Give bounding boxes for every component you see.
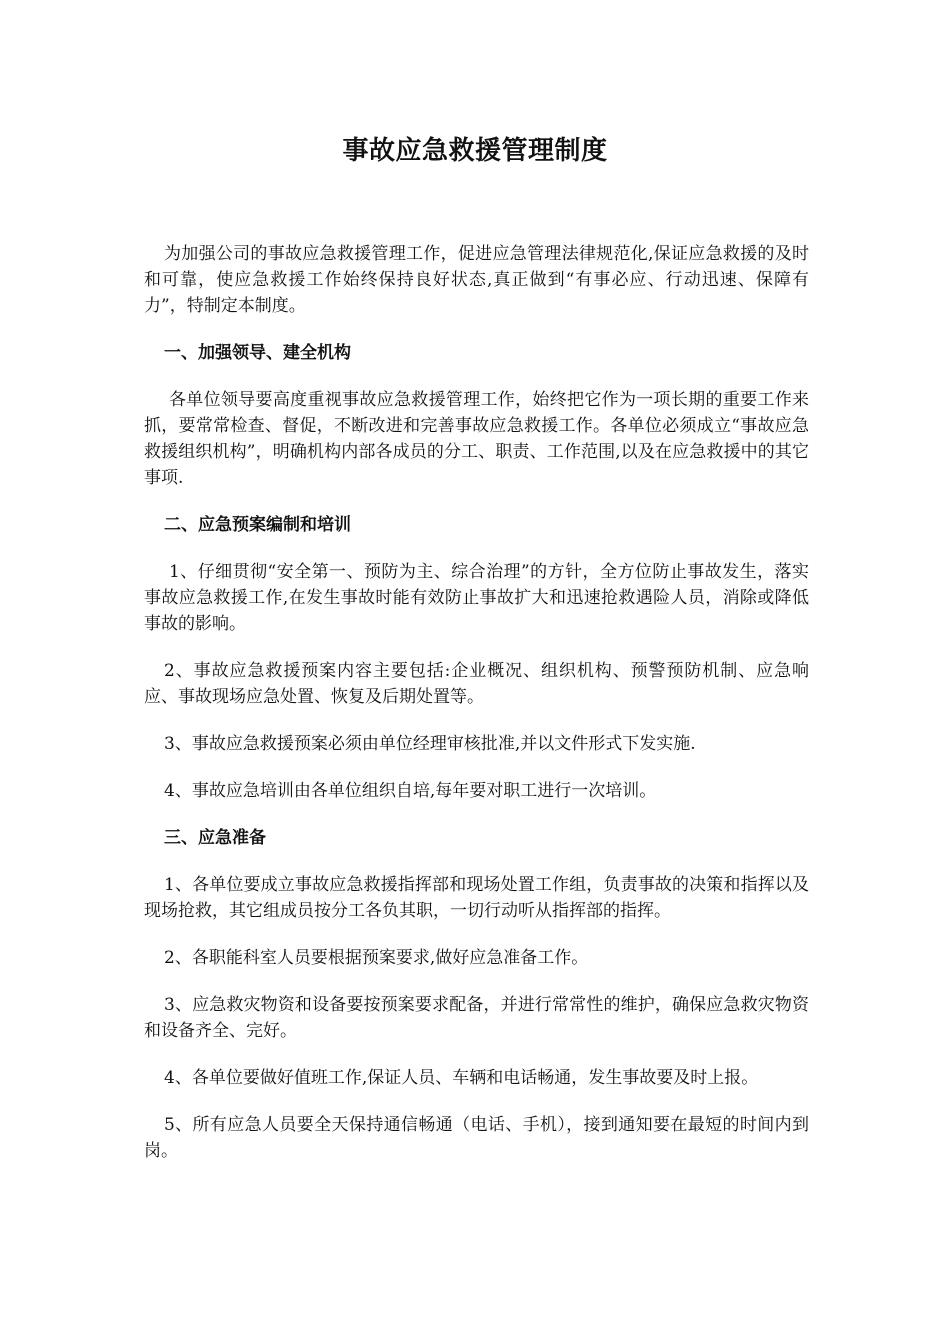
- section-1: [144, 340, 809, 491]
- section-2: [144, 512, 809, 804]
- document-title: 事故应急救援管理制度: [342, 136, 608, 166]
- section-paragraph: 1、仔细贯彻“安全第一、预防为主、综合治理”的方针，全方位防止事故发生，落实事故应急救援工作,在发生事故时能有效防止事故扩大和迅速抢救遇险人员，消除或降低事故的影响。: [144, 562, 809, 634]
- section-heading: 三、应急准备: [164, 828, 266, 848]
- section-paragraph: 3、事故应急救援预案必须由单位经理审核批准,并以文件形式下发实施.: [164, 734, 696, 754]
- section-paragraph: 2、事故应急救援预案内容主要包括:企业概况、组织机构、预警预防机制、应急响应、事故现场应急处置、恢复及后期处置等。: [144, 661, 809, 707]
- section-3: [144, 825, 809, 1164]
- section-paragraph: 4、各单位要做好值班工作,保证人员、车辆和电话畅通，发生事故要及时上报。: [164, 1068, 759, 1088]
- document-body: [144, 241, 809, 1185]
- section-paragraph: 4、事故应急培训由各单位组织自培,每年要对职工进行一次培训。: [164, 781, 657, 801]
- section-paragraph: 1、各单位要成立事故应急救援指挥部和现场处置工作组，负责事故的决策和指挥以及现场抢救，其它组成员按分工各负其职，一切行动听从指挥部的指挥。: [144, 875, 809, 921]
- section-paragraph: 3、应急救灾物资和设备要按预案要求配备，并进行常常性的维护，确保应急救灾物资和设备齐全、完好。: [144, 995, 809, 1041]
- section-heading: 一、加强领导、建全机构: [164, 343, 351, 363]
- section-paragraph: 2、各职能科室人员要根据预案要求,做好应急准备工作。: [164, 948, 589, 968]
- section-paragraph: 5、所有应急人员要全天保持通信畅通（电话、手机），接到通知要在最短的时间内到岗。: [144, 1115, 809, 1161]
- section-paragraph: 各单位领导要高度重视事故应急救援管理工作，始终把它作为一项长期的重要工作来抓，要常常检查、督促，不断改进和完善事故应急救援工作。各单位必须成立“事故应急救援组织机构”，明确机构内部各成员的分工、职责、工作范围,以及在应急救援中的其它事项.: [144, 390, 809, 488]
- section-heading: 二、应急预案编制和培训: [164, 515, 351, 535]
- intro-paragraph: 为加强公司的事故应急救援管理工作，促进应急管理法律规范化,保证应急救援的及时和可靠，使应急救援工作始终保持良好状态,真正做到“有事必应、行动迅速、保障有力”，特制定本制度。: [144, 244, 809, 316]
